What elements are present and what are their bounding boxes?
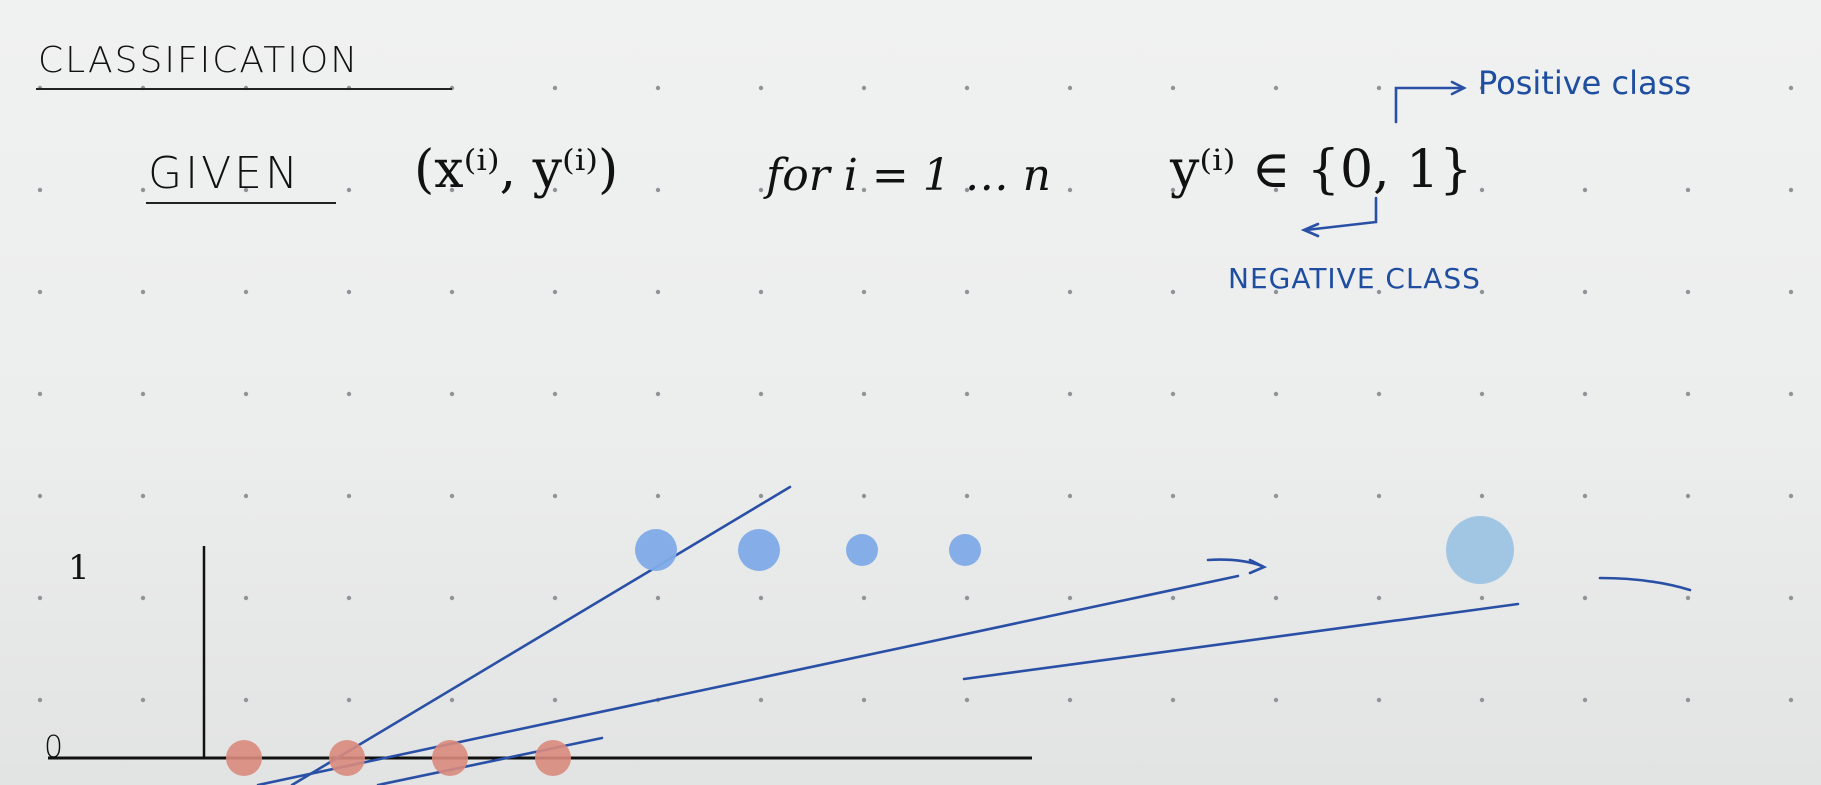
negative-class-point [535, 740, 571, 776]
grid-dot [1068, 188, 1072, 192]
grid-dot [656, 596, 660, 600]
page-title: CLASSIFICATION [38, 40, 360, 81]
grid-dot [862, 392, 866, 396]
grid-dot [1377, 86, 1381, 90]
grid-dot [656, 188, 660, 192]
grid-dot [1480, 698, 1484, 702]
grid-dot [244, 392, 248, 396]
grid-dot [1171, 596, 1175, 600]
grid-dot [141, 596, 145, 600]
grid-dot [1171, 494, 1175, 498]
grid-dot [862, 494, 866, 498]
grid-dot [38, 392, 42, 396]
grid-dot [1377, 596, 1381, 600]
grid-dot [656, 290, 660, 294]
grid-dot [450, 596, 454, 600]
grid-dot [1068, 392, 1072, 396]
grid-dot [862, 86, 866, 90]
grid-dot [656, 86, 660, 90]
grid-dot [1583, 290, 1587, 294]
grid-dot [141, 698, 145, 702]
grid-dot [38, 290, 42, 294]
grid-dot [1377, 392, 1381, 396]
grid-dot [1583, 392, 1587, 396]
positive-class-note: Positive class [1478, 64, 1691, 102]
positive-class-point [1446, 516, 1514, 584]
grid-dot [759, 86, 763, 90]
grid-dot [1068, 698, 1072, 702]
title-underline [36, 88, 452, 90]
grid-dot [862, 596, 866, 600]
grid-dot [1068, 290, 1072, 294]
grid-dot [1789, 494, 1793, 498]
grid-dot [1377, 494, 1381, 498]
grid-dot [450, 698, 454, 702]
grid-dot [1068, 596, 1072, 600]
arrow-to-outlier-head [1250, 560, 1264, 573]
label-set: y⁽ⁱ⁾ ∈ {0, 1} [1170, 140, 1473, 200]
grid-dot [38, 494, 42, 498]
positive-class-point [738, 529, 780, 571]
grid-dot [244, 494, 248, 498]
grid-dot [1480, 188, 1484, 192]
right-dash-line [1600, 578, 1690, 590]
grid-dot [38, 596, 42, 600]
grid-dot [347, 494, 351, 498]
grid-dot [1789, 188, 1793, 192]
y-axis-label-one: 1 [68, 548, 90, 588]
right-fit-line [964, 604, 1518, 679]
grid-dot [38, 698, 42, 702]
grid-dot [1480, 494, 1484, 498]
grid-dot [1274, 596, 1278, 600]
grid-dot [1583, 596, 1587, 600]
grid-dot [965, 86, 969, 90]
grid-dot [1274, 698, 1278, 702]
index-clause: for i = 1 … n [766, 150, 1052, 201]
grid-dot [1480, 392, 1484, 396]
grid-dot [1377, 698, 1381, 702]
grid-dot [1686, 596, 1690, 600]
negative-class-point [432, 740, 468, 776]
grid-dot [1686, 290, 1690, 294]
grid-dot [450, 494, 454, 498]
grid-dot [862, 698, 866, 702]
grid-dot [965, 392, 969, 396]
grid-dot [965, 698, 969, 702]
grid-dot [347, 290, 351, 294]
grid-dot [38, 188, 42, 192]
grid-dot [1274, 86, 1278, 90]
grid-dot [1583, 698, 1587, 702]
grid-dot [1171, 698, 1175, 702]
grid-dot [1686, 392, 1690, 396]
grid-dot [141, 188, 145, 192]
positive-class-point [846, 534, 878, 566]
grid-dot [1789, 290, 1793, 294]
grid-dot [759, 596, 763, 600]
negative-class-note: NEGATIVE CLASS [1228, 262, 1481, 295]
grid-dot [965, 596, 969, 600]
grid-dot [347, 596, 351, 600]
positive-class-point [949, 534, 981, 566]
grid-dot [347, 188, 351, 192]
grid-dot [553, 392, 557, 396]
grid-dot [141, 290, 145, 294]
given-label: GIVEN [148, 148, 301, 199]
negative-class-point [329, 740, 365, 776]
grid-dot [1171, 86, 1175, 90]
grid-dot [759, 188, 763, 192]
grid-dot [1171, 392, 1175, 396]
grid-dot [1583, 494, 1587, 498]
grid-dot [1171, 290, 1175, 294]
grid-dot [1789, 698, 1793, 702]
grid-dot [759, 698, 763, 702]
grid-dot [450, 290, 454, 294]
grid-dot [656, 494, 660, 498]
grid-dot [244, 596, 248, 600]
grid-dot [347, 698, 351, 702]
grid-dot [1274, 392, 1278, 396]
grid-dot [553, 86, 557, 90]
grid-dot [1686, 188, 1690, 192]
grid-dot [1068, 86, 1072, 90]
scatter-points [226, 516, 1821, 776]
grid-dot [1789, 86, 1793, 90]
grid-dot [759, 494, 763, 498]
grid-dot [244, 290, 248, 294]
negative-class-point [226, 740, 262, 776]
grid-dot [965, 290, 969, 294]
grid-dot [553, 494, 557, 498]
grid-dot [553, 596, 557, 600]
positive-class-point [635, 529, 677, 571]
grid-dot [141, 494, 145, 498]
steep-fit-line [292, 487, 790, 785]
mid-fit-line [258, 576, 1238, 785]
grid-dot [141, 392, 145, 396]
grid-dot [1789, 596, 1793, 600]
grid-dot [1068, 494, 1072, 498]
y-axis-label-zero: 0 [44, 730, 64, 765]
grid-dot [862, 290, 866, 294]
grid-dot [244, 698, 248, 702]
training-pair: (x⁽ⁱ⁾, y⁽ⁱ⁾) [414, 140, 619, 200]
grid-dot [450, 392, 454, 396]
grid-dot [1583, 188, 1587, 192]
grid-dot [1274, 494, 1278, 498]
grid-dot [656, 392, 660, 396]
grid-dot [965, 494, 969, 498]
given-underline [146, 202, 336, 204]
grid-dot [553, 290, 557, 294]
grid-dot [553, 698, 557, 702]
grid-dot [1480, 596, 1484, 600]
grid-dot [759, 290, 763, 294]
grid-dot [1789, 392, 1793, 396]
grid-dot [1686, 698, 1690, 702]
grid-dot [347, 392, 351, 396]
grid-dot [1686, 494, 1690, 498]
grid-dot [759, 392, 763, 396]
